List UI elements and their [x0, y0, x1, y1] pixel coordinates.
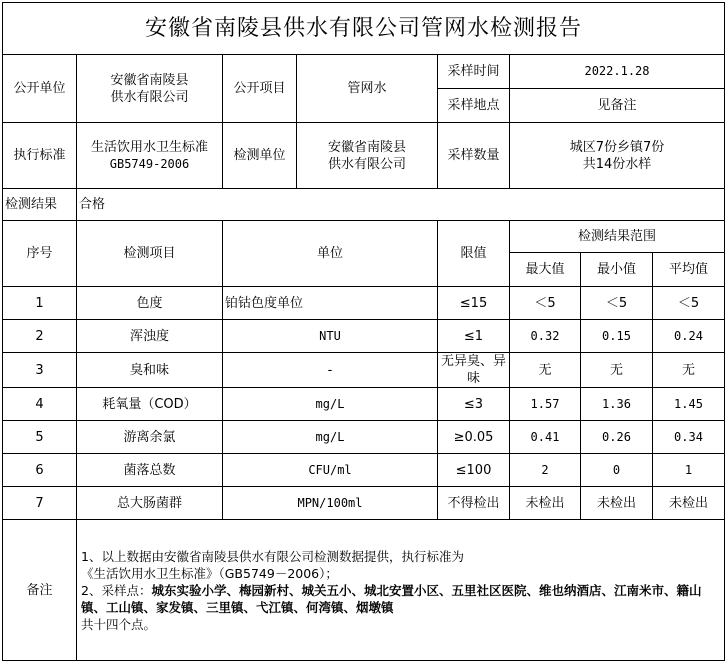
row-limit: 无异臭、异味 [438, 353, 510, 388]
row-avg: ＜5 [653, 287, 725, 320]
row-max: 1.57 [510, 388, 581, 421]
table-row [3, 353, 725, 388]
report-table [2, 2, 725, 661]
row-min: 0 [581, 454, 653, 487]
table-row [3, 454, 725, 487]
lab-label: 检测单位 [223, 123, 297, 189]
date-value: 2022.1.28 [510, 55, 725, 89]
result-label: 检测结果 [3, 189, 77, 221]
row-unit: MPN/100ml [223, 487, 438, 520]
header-max: 最大值 [510, 253, 581, 287]
item-value: 管网水 [297, 55, 438, 123]
remarks-line-4: 共十四个点。 [81, 616, 157, 632]
row-min: 1.36 [581, 388, 653, 421]
row-max: 0.41 [510, 421, 581, 454]
row-avg: 0.34 [653, 421, 725, 454]
row-no: 5 [3, 421, 77, 454]
row-max: 无 [510, 353, 581, 388]
qty-value: 城区7份乡镇7份 共14份水样 [510, 123, 725, 189]
row-no: 4 [3, 388, 77, 421]
row-item: 总大肠菌群 [77, 487, 223, 520]
unit-value: 安徽省南陵县 供水有限公司 [77, 55, 223, 123]
date-label: 采样时间 [438, 55, 510, 89]
row-item: 游离余氯 [77, 421, 223, 454]
table-row [3, 287, 725, 320]
unit-label: 公开单位 [3, 55, 77, 123]
remarks-line-3: 2、采样点：城东实验小学、梅园新村、城关五小、城北安置小区、五里社区医院、维也纳酒店、江南米市、籍山镇、工山镇、家发镇、三里镇、弋江镇、何湾镇、烟墩镇 [81, 582, 702, 615]
standard-value: 生活饮用水卫生标准 GB5749-2006 [77, 123, 223, 189]
row-max: ＜5 [510, 287, 581, 320]
row-no: 7 [3, 487, 77, 520]
row-unit: 铂钴色度单位 [223, 287, 438, 320]
row-no: 1 [3, 287, 77, 320]
header-min: 最小值 [581, 253, 653, 287]
report-sheet [2, 2, 726, 665]
row-unit: mg/L [223, 421, 438, 454]
row-limit: ≤100 [438, 454, 510, 487]
header-avg: 平均值 [653, 253, 725, 287]
row-item: 臭和味 [77, 353, 223, 388]
sampling-points: 城东实验小学、梅园新村、城关五小、城北安置小区、五里社区医院、维也纳酒店、江南米市、籍山镇、工山镇、家发镇、三里镇、弋江镇、何湾镇、烟墩镇 [81, 582, 702, 615]
row-unit: NTU [223, 320, 438, 353]
row-item: 耗氧量（COD） [77, 388, 223, 421]
row-unit: CFU/ml [223, 454, 438, 487]
row-limit: ≥0.05 [438, 421, 510, 454]
row-item: 浑浊度 [77, 320, 223, 353]
row-unit: - [223, 353, 438, 388]
header-unit: 单位 [223, 221, 438, 287]
report-title: 安徽省南陵县供水有限公司管网水检测报告 [3, 3, 725, 55]
row-limit: 不得检出 [438, 487, 510, 520]
place-label: 采样地点 [438, 89, 510, 123]
row-no: 3 [3, 353, 77, 388]
row-min: ＜5 [581, 287, 653, 320]
row-limit: ≤3 [438, 388, 510, 421]
table-row [3, 388, 725, 421]
place-value: 见备注 [510, 89, 725, 123]
row-avg: 1.45 [653, 388, 725, 421]
row-no: 6 [3, 454, 77, 487]
qty-label: 采样数量 [438, 123, 510, 189]
table-row [3, 421, 725, 454]
row-min: 无 [581, 353, 653, 388]
remarks-line-2: 《生活饮用水卫生标准》（GB5749－2006）； [81, 565, 338, 581]
row-max: 2 [510, 454, 581, 487]
lab-value: 安徽省南陵县 供水有限公司 [297, 123, 438, 189]
table-row [3, 487, 725, 520]
row-min: 0.26 [581, 421, 653, 454]
row-min: 未检出 [581, 487, 653, 520]
row-item: 菌落总数 [77, 454, 223, 487]
remarks-label: 备注 [3, 520, 77, 661]
item-label: 公开项目 [223, 55, 297, 123]
header-limit: 限值 [438, 221, 510, 287]
row-avg: 0.24 [653, 320, 725, 353]
row-unit: mg/L [223, 388, 438, 421]
standard-label: 执行标准 [3, 123, 77, 189]
header-range: 检测结果范围 [510, 221, 725, 253]
table-row [3, 320, 725, 353]
row-no: 2 [3, 320, 77, 353]
row-item: 色度 [77, 287, 223, 320]
remarks-content [77, 520, 725, 661]
row-avg: 1 [653, 454, 725, 487]
row-avg: 无 [653, 353, 725, 388]
remarks-line-1: 1、以上数据由安徽省南陵县供水有限公司检测数据提供，执行标准为 [81, 548, 464, 564]
row-max: 未检出 [510, 487, 581, 520]
header-no: 序号 [3, 221, 77, 287]
row-max: 0.32 [510, 320, 581, 353]
header-item: 检测项目 [77, 221, 223, 287]
result-value: 合格 [77, 189, 725, 221]
row-min: 0.15 [581, 320, 653, 353]
row-limit: ≤15 [438, 287, 510, 320]
row-limit: ≤1 [438, 320, 510, 353]
row-avg: 未检出 [653, 487, 725, 520]
